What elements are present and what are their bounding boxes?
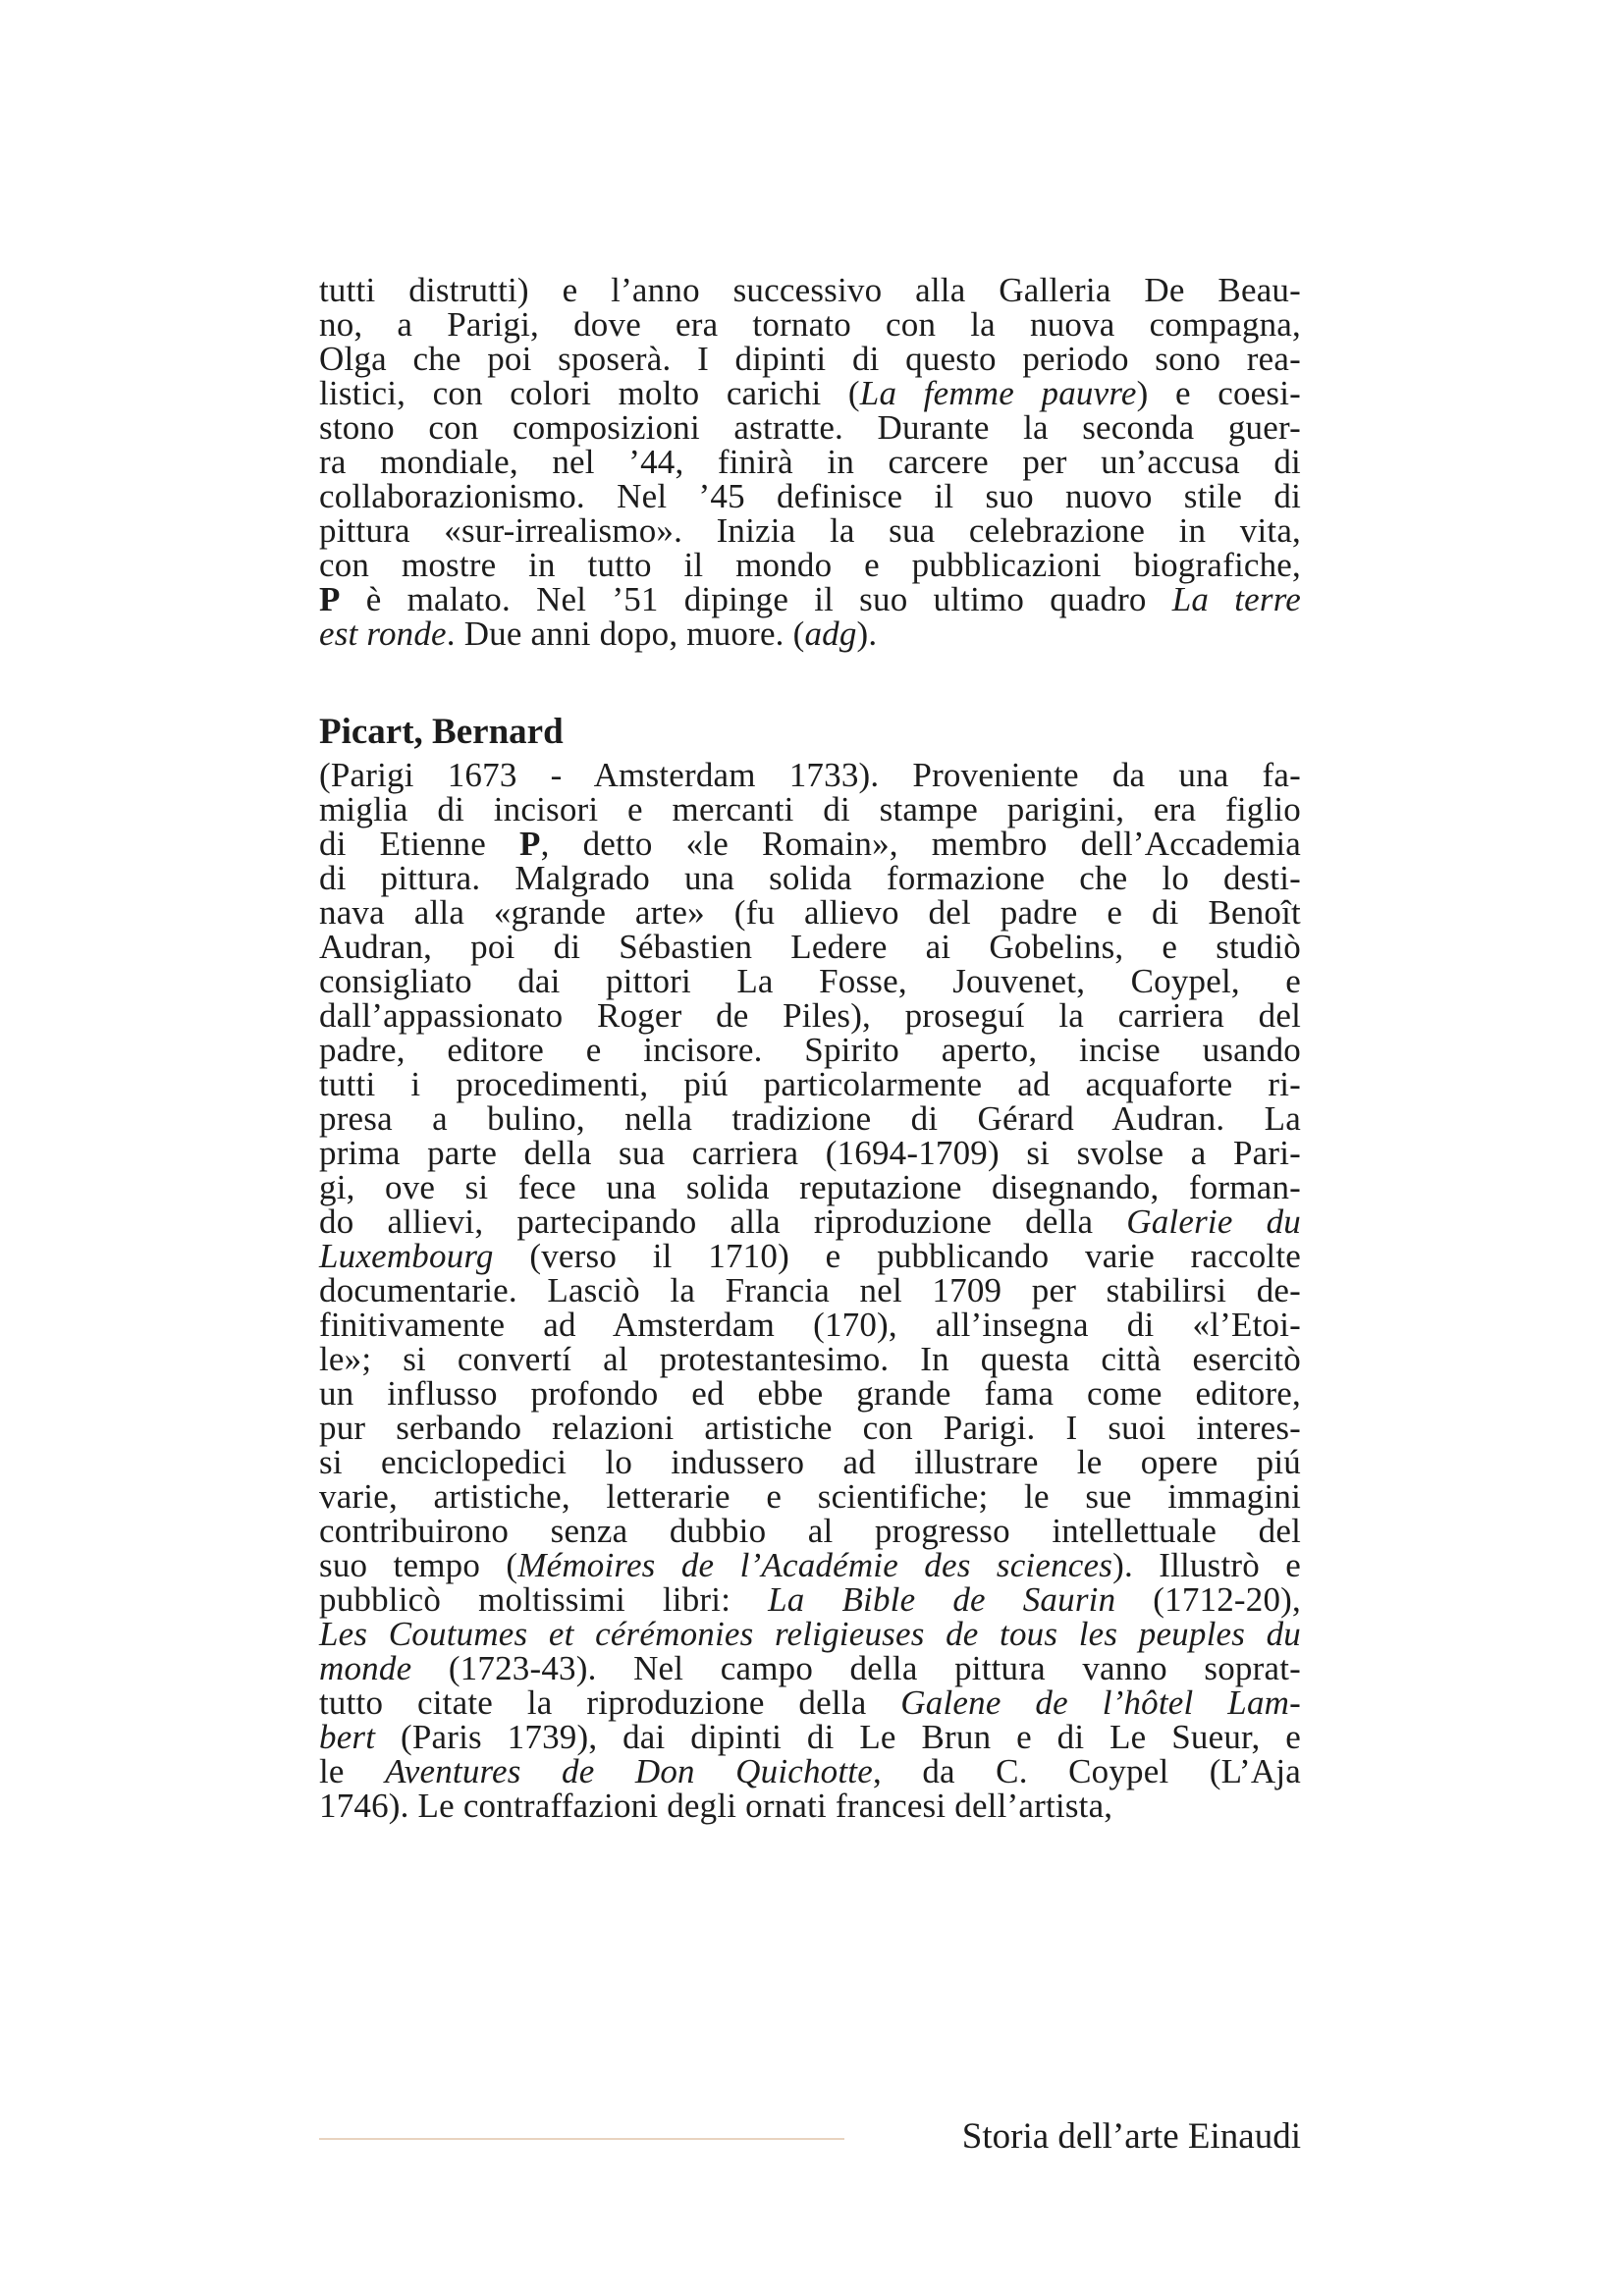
italic-text: est ronde [319, 614, 447, 653]
italic-text: La femme pauvre [859, 374, 1137, 412]
text-run: presa a bulino, nella tradizione di Gérard Audran. La [319, 1099, 1301, 1138]
entry-line [319, 792, 1301, 827]
entry-line [319, 1685, 1301, 1720]
text-run: le [319, 1752, 386, 1790]
text-run: tutti distrutti) e l’anno successivo alla Galleria De Beau- [319, 271, 1301, 309]
text-run: finitivamente ad Amsterdam (170), all’insegna di «l’Etoi- [319, 1306, 1301, 1344]
text-run: con mostre in tutto il mondo e pubblicazioni biografiche, [319, 546, 1301, 584]
entry-line [319, 1239, 1301, 1273]
text-column [319, 273, 1301, 1823]
entry-line [319, 895, 1301, 930]
entry-line [319, 1617, 1301, 1651]
entry-line [319, 1479, 1301, 1514]
text-run: un influsso profondo ed ebbe grande fama come editore, [319, 1374, 1301, 1413]
continuation-line [319, 479, 1301, 513]
text-run: , detto «le Romain», membro dell’Accademia [540, 825, 1301, 863]
text-run: le»; si convertí al protestantesimo. In questa città esercitò [319, 1340, 1301, 1378]
text-run: padre, editore e incisore. Spirito aperto, incise usando [319, 1031, 1301, 1069]
text-run: ). [856, 614, 878, 653]
text-run: Audran, poi di Sébastien Ledere ai Gobelins, e studiò [319, 928, 1301, 966]
entry-line [319, 1342, 1301, 1376]
text-run: consigliato dai pittori La Fosse, Jouvenet, Coypel, e [319, 962, 1301, 1000]
footer-rule [319, 2138, 844, 2140]
entry-line [319, 1754, 1301, 1789]
continuation-line [319, 273, 1301, 307]
text-run: nava alla «grande arte» (fu allievo del padre e di Benoît [319, 893, 1301, 932]
entry-line [319, 861, 1301, 895]
text-run: no, a Parigi, dove era tornato con la nuova compagna, [319, 305, 1301, 344]
text-run: miglia di incisori e mercanti di stampe parigini, era figlio [319, 790, 1301, 828]
entry-heading: Picart, Bernard [319, 712, 564, 752]
entry-line [319, 1067, 1301, 1101]
entry-line [319, 930, 1301, 964]
text-run: ). Illustrò e [1112, 1546, 1301, 1584]
text-run: collaborazionismo. Nel ’45 definisce il suo nuovo stile di [319, 477, 1301, 515]
italic-text: Mémoires de l’Académie des sciences [517, 1546, 1113, 1584]
entry-line [319, 1376, 1301, 1411]
text-run: documentarie. Lasciò la Francia nel 1709 per stabilirsi de- [319, 1271, 1301, 1309]
continuation-paragraph [319, 273, 1301, 651]
entry-line [319, 1136, 1301, 1170]
continuation-line [319, 410, 1301, 445]
entry-body-paragraph [319, 758, 1301, 1823]
continuation-line [319, 582, 1301, 616]
text-run: stono con composizioni astratte. Durante la seconda guer- [319, 408, 1301, 447]
bold-initial: P [519, 825, 541, 863]
text-run: di pittura. Malgrado una solida formazione che lo desti- [319, 859, 1301, 897]
continuation-line [319, 513, 1301, 548]
entry-line [319, 827, 1301, 861]
continuation-line [319, 445, 1301, 479]
italic-text: adg [804, 614, 857, 653]
text-run: suo tempo ( [319, 1546, 518, 1584]
italic-text: Aventures de Don Quichotte [385, 1752, 873, 1790]
continuation-line [319, 376, 1301, 410]
text-run: pubblicò moltissimi libri: [319, 1580, 769, 1619]
italic-text: Galerie du [1126, 1202, 1301, 1241]
italic-text: Les Coutumes et cérémonies religieuses de tous les peuples du [319, 1615, 1301, 1653]
entry-line [319, 1170, 1301, 1204]
text-run: tutti i procedimenti, piú particolarmente ad acquaforte ri- [319, 1065, 1301, 1103]
entry-line [319, 1273, 1301, 1308]
text-run: si enciclopedici lo indussero ad illustrare le opere piú [319, 1443, 1301, 1481]
text-run: ra mondiale, nel ’44, finirà in carcere per un’accusa di [319, 443, 1301, 481]
text-run: do allievi, partecipando alla riproduzione della [319, 1202, 1127, 1241]
continuation-line [319, 616, 1301, 651]
text-run: 1746). Le contraffazioni degli ornati francesi dell’artista, [319, 1787, 1113, 1825]
footer-publication-title: Storia dell’arte Einaudi [961, 2116, 1301, 2157]
text-run: , da C. Coypel (L’Aja [872, 1752, 1302, 1790]
entry-line [319, 1720, 1301, 1754]
text-run: gi, ove si fece una solida reputazione disegnando, forman- [319, 1168, 1301, 1206]
text-run: pittura «sur-irrealismo». Inizia la sua celebrazione in vita, [319, 511, 1301, 550]
continuation-line [319, 548, 1301, 582]
entry-line [319, 1101, 1301, 1136]
entry-line [319, 1308, 1301, 1342]
entry-line [319, 1204, 1301, 1239]
entry-line [319, 1548, 1301, 1582]
entry-line [319, 1789, 1301, 1823]
entry-line [319, 1651, 1301, 1685]
text-run: dall’appassionato Roger de Piles), proseguí la carriera del [319, 996, 1301, 1035]
entry-line [319, 1033, 1301, 1067]
entry-line [319, 998, 1301, 1033]
text-run: ) e coesi- [1136, 374, 1302, 412]
text-run: varie, artistiche, letterarie e scientifiche; le sue immagini [319, 1477, 1301, 1516]
entry-line [319, 1582, 1301, 1617]
entry-line [319, 1445, 1301, 1479]
text-run: prima parte della sua carriera (1694-1709) si svolse a Pari- [319, 1134, 1301, 1172]
text-run: (1723-43). Nel campo della pittura vanno soprat- [411, 1649, 1301, 1687]
entry-line [319, 1514, 1301, 1548]
text-run: tutto citate la riproduzione della [319, 1683, 901, 1722]
text-run: è malato. Nel ’51 dipinge il suo ultimo quadro [340, 580, 1172, 618]
italic-text: Galene de l’hôtel Lam- [900, 1683, 1301, 1722]
entry-line [319, 1411, 1301, 1445]
text-run: . Due anni dopo, muore. ( [446, 614, 805, 653]
text-run: (1712-20), [1115, 1580, 1301, 1619]
italic-text: Luxembourg [319, 1237, 494, 1275]
entry-line [319, 964, 1301, 998]
text-run: (verso il 1710) e pubblicando varie raccolte [493, 1237, 1301, 1275]
italic-text: bert [319, 1718, 376, 1756]
text-run: di Etienne [319, 825, 520, 863]
text-run: Olga che poi sposerà. I dipinti di questo periodo sono rea- [319, 340, 1301, 378]
text-run: listici, con colori molto carichi ( [319, 374, 860, 412]
text-run: pur serbando relazioni artistiche con Parigi. I suoi interes- [319, 1409, 1301, 1447]
italic-text: La terre [1171, 580, 1301, 618]
text-run: (Parigi 1673 - Amsterdam 1733). Proveniente da una fa- [319, 756, 1301, 794]
entry-line [319, 758, 1301, 792]
italic-text: monde [319, 1649, 412, 1687]
italic-text: La Bible de Saurin [768, 1580, 1116, 1619]
text-run: (Paris 1739), dai dipinti di Le Brun e di Le Sueur, e [375, 1718, 1301, 1756]
continuation-line [319, 307, 1301, 342]
bold-initial: P [319, 580, 341, 618]
continuation-line [319, 342, 1301, 376]
text-run: contribuirono senza dubbio al progresso intellettuale del [319, 1512, 1301, 1550]
